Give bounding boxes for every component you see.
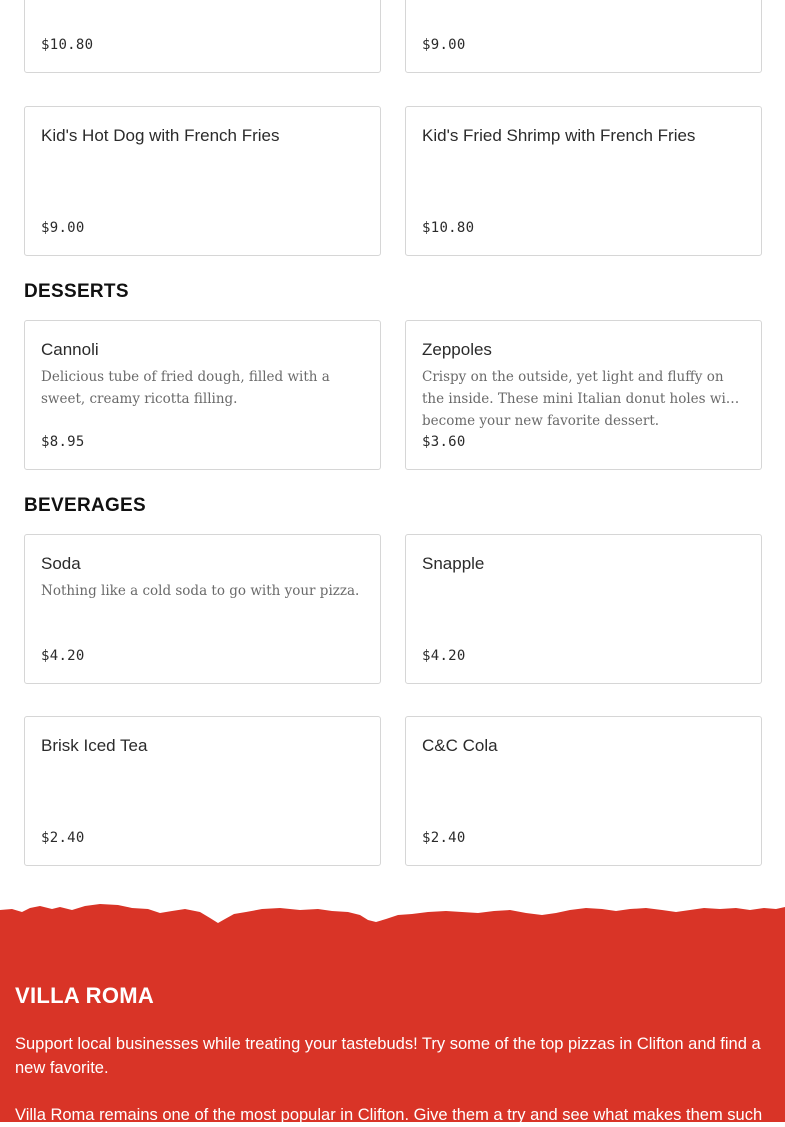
footer-title: VILLA ROMA [15, 983, 155, 1008]
menu-item-name: Cannoli [41, 340, 99, 359]
menu-item-name: Brisk Iced Tea [41, 736, 148, 755]
footer-paragraph-2: Villa Roma remains one of the most popular in Clifton. Give them a try and see what makes them such [15, 1106, 763, 1124]
menu-item-description: Crispy on the outside, yet light and fluffy on the inside. These mini Italian donut holes will become your new favorite dessert. [422, 369, 735, 429]
menu-item-price: $8.95 [41, 434, 85, 450]
menu-item-card-cannoli[interactable] [24, 320, 381, 470]
menu-item-price: $3.60 [422, 434, 466, 450]
menu-item-name: Soda [41, 554, 81, 573]
menu-item-card-cc-cola[interactable] [405, 716, 762, 866]
footer [0, 900, 785, 1122]
menu-item-price: $4.20 [422, 648, 466, 664]
menu-item-price: $10.80 [422, 220, 475, 236]
menu-item-price: $9.00 [422, 37, 466, 53]
section-title-beverages: BEVERAGES [24, 495, 147, 516]
menu-item-card-kids-fried-shrimp[interactable] [405, 106, 762, 256]
menu-item-price: $4.20 [41, 648, 85, 664]
menu-item-name: Kid's Hot Dog with French Fries [41, 126, 280, 145]
menu-item-card-soda[interactable] [24, 534, 381, 684]
menu-item-card-brisk-iced-tea[interactable] [24, 716, 381, 866]
menu-item-price: $9.00 [41, 220, 85, 236]
section-title-desserts: DESSERTS [24, 281, 129, 302]
menu-item-card[interactable] [405, 0, 762, 73]
menu-item-card-snapple[interactable] [405, 534, 762, 684]
menu-item-price: $2.40 [422, 830, 466, 846]
menu-item-card-zeppoles[interactable] [405, 320, 762, 470]
footer-paragraph-1: Support local businesses while treating your tastebuds! Try some of the top pizzas in Clifton and find a new favorite. [15, 1035, 761, 1077]
menu-item-name: Kid's Fried Shrimp with French Fries [422, 126, 696, 145]
menu-item-card[interactable] [24, 0, 381, 73]
menu-item-card-kids-hot-dog[interactable] [24, 106, 381, 256]
menu-item-description: Delicious tube of fried dough, filled with a sweet, creamy ricotta filling. [41, 369, 330, 407]
torn-edge-background [0, 900, 785, 1122]
menu-item-price: $10.80 [41, 37, 94, 53]
menu-item-name: Snapple [422, 554, 485, 573]
menu-item-description: Nothing like a cold soda to go with your pizza. [41, 583, 360, 599]
menu-item-price: $2.40 [41, 830, 85, 846]
menu-item-name: C&C Cola [422, 736, 498, 755]
menu-item-name: Zeppoles [422, 340, 492, 359]
